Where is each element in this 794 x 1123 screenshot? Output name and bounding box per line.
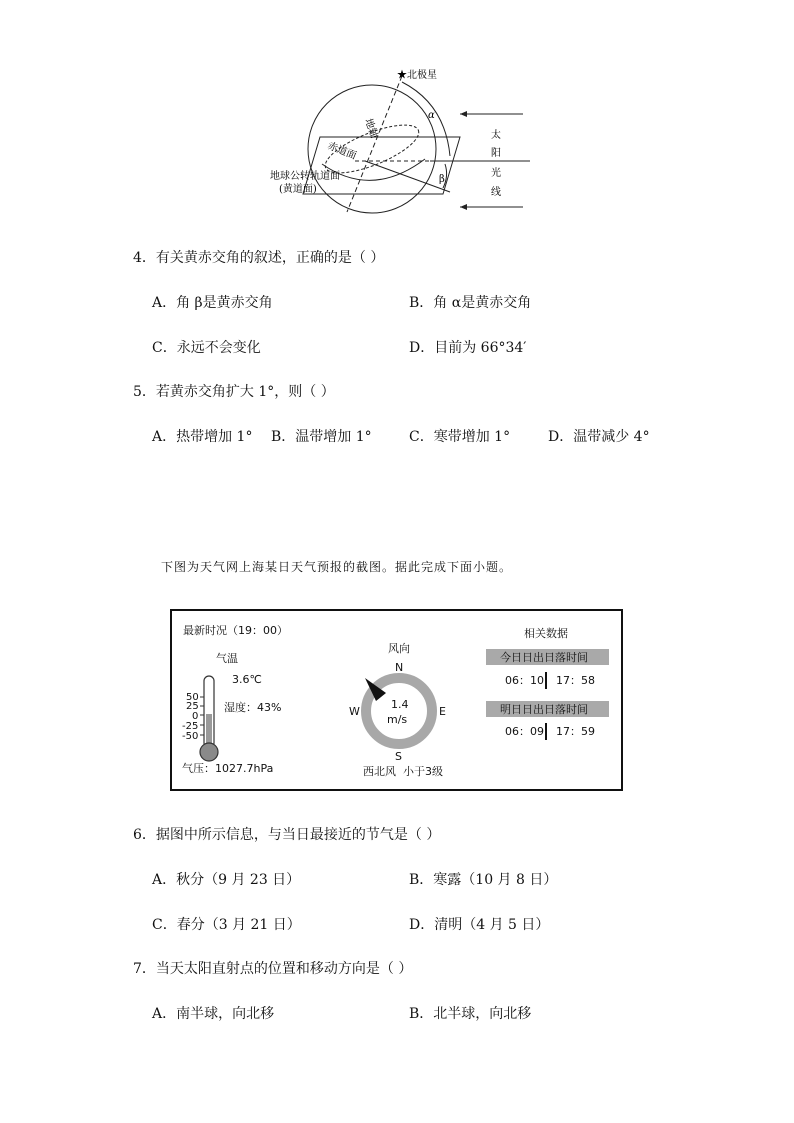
question-6-option-b: B．寒露（10 月 8 日） — [409, 872, 558, 888]
alpha-arc — [402, 82, 450, 156]
temperature-label: 气温 — [216, 652, 238, 665]
question-5-stem: 5．若黄赤交角扩大 1°，则（ ） — [133, 384, 335, 400]
alpha-label: α — [428, 110, 435, 121]
compass-w: W — [349, 705, 360, 718]
scale-neg50: -50 — [182, 731, 199, 742]
scale-25: 25 — [186, 701, 199, 712]
today-sunset: 17：58 — [556, 674, 595, 687]
orbit-plane — [303, 137, 460, 194]
tomorrow-sunset: 17：59 — [556, 725, 595, 738]
question-5-option-a: A．热带增加 1° — [152, 429, 253, 445]
question-5-option-b: B．温带增加 1° — [271, 429, 372, 445]
related-data-title: 相关数据 — [524, 627, 568, 640]
ecliptic-diagram — [265, 64, 535, 214]
scale-0: 0 — [192, 711, 199, 722]
question-4-option-b: B．角 α是黄赤交角 — [409, 295, 532, 311]
question-4-option-c: C．永远不会变化 — [152, 340, 261, 356]
wind-speed-value: 1.4 — [391, 698, 409, 711]
wind-description: 西北风 小于3级 — [363, 765, 443, 778]
scale-neg25: -25 — [182, 721, 199, 732]
compass-e: E — [439, 705, 446, 718]
tomorrow-sun-label: 明日日出日落时间 — [500, 703, 588, 716]
latest-observation-label: 最新时况（19：00） — [183, 624, 288, 637]
question-6-stem: 6．据图中所示信息，与当日最接近的节气是（ ） — [133, 827, 441, 843]
scale-50: 50 — [186, 692, 199, 703]
beta-label: β — [439, 174, 445, 185]
equator-plane-label: 赤道面 — [325, 140, 358, 163]
temperature-value: 3.6℃ — [232, 673, 262, 686]
axis-label: 地轴 — [362, 117, 380, 140]
orbit-plane-label-1: 地球公转轨道面 — [270, 171, 340, 182]
question-5-option-c: C．寒带增加 1° — [409, 429, 511, 445]
question-4-option-a: A．角 β是黄赤交角 — [152, 295, 273, 311]
question-7-option-b: B．北半球，向北移 — [409, 1006, 532, 1022]
question-6-option-a: A．秋分（9 月 23 日） — [152, 872, 301, 888]
question-4-stem: 4．有关黄赤交角的叙述，正确的是（ ） — [133, 250, 385, 266]
wind-direction-title: 风向 — [388, 642, 410, 655]
humidity-value: 湿度：43% — [224, 701, 282, 714]
earth-axis — [347, 76, 402, 212]
wind-speed-unit: m/s — [387, 713, 408, 726]
question-6-option-c: C．春分（3 月 21 日） — [152, 917, 301, 933]
north-star-label: ★北极星 — [397, 70, 437, 81]
question-7-option-a: A．南半球，向北移 — [152, 1006, 275, 1022]
sunlight-char-3: 光 — [491, 168, 501, 179]
tomorrow-sunrise: 06：09 — [505, 725, 544, 738]
sunlight-char-4: 线 — [491, 187, 501, 198]
question-6-option-d: D．清明（4 月 5 日） — [409, 917, 550, 933]
equator-plane-line — [365, 161, 450, 192]
weather-panel — [170, 609, 623, 791]
today-sunrise: 06：10 — [505, 674, 544, 687]
pressure-value: 气压：1027.7hPa — [182, 762, 274, 775]
compass-s: S — [395, 750, 402, 763]
compass-n: N — [395, 661, 404, 674]
question-4-option-d: D．目前为 66°34′ — [409, 340, 527, 356]
question-5-option-d: D．温带减少 4° — [548, 429, 650, 445]
weather-intro: 下图为天气网上海某日天气预报的截图。据此完成下面小题。 — [161, 560, 513, 574]
sunlight-char-2: 阳 — [491, 148, 501, 159]
sunlight-char-1: 太 — [491, 130, 501, 141]
today-sun-label: 今日日出日落时间 — [500, 651, 588, 664]
question-7-stem: 7．当天太阳直射点的位置和移动方向是（ ） — [133, 961, 413, 977]
orbit-plane-label-2: (黄道面) — [279, 184, 317, 195]
